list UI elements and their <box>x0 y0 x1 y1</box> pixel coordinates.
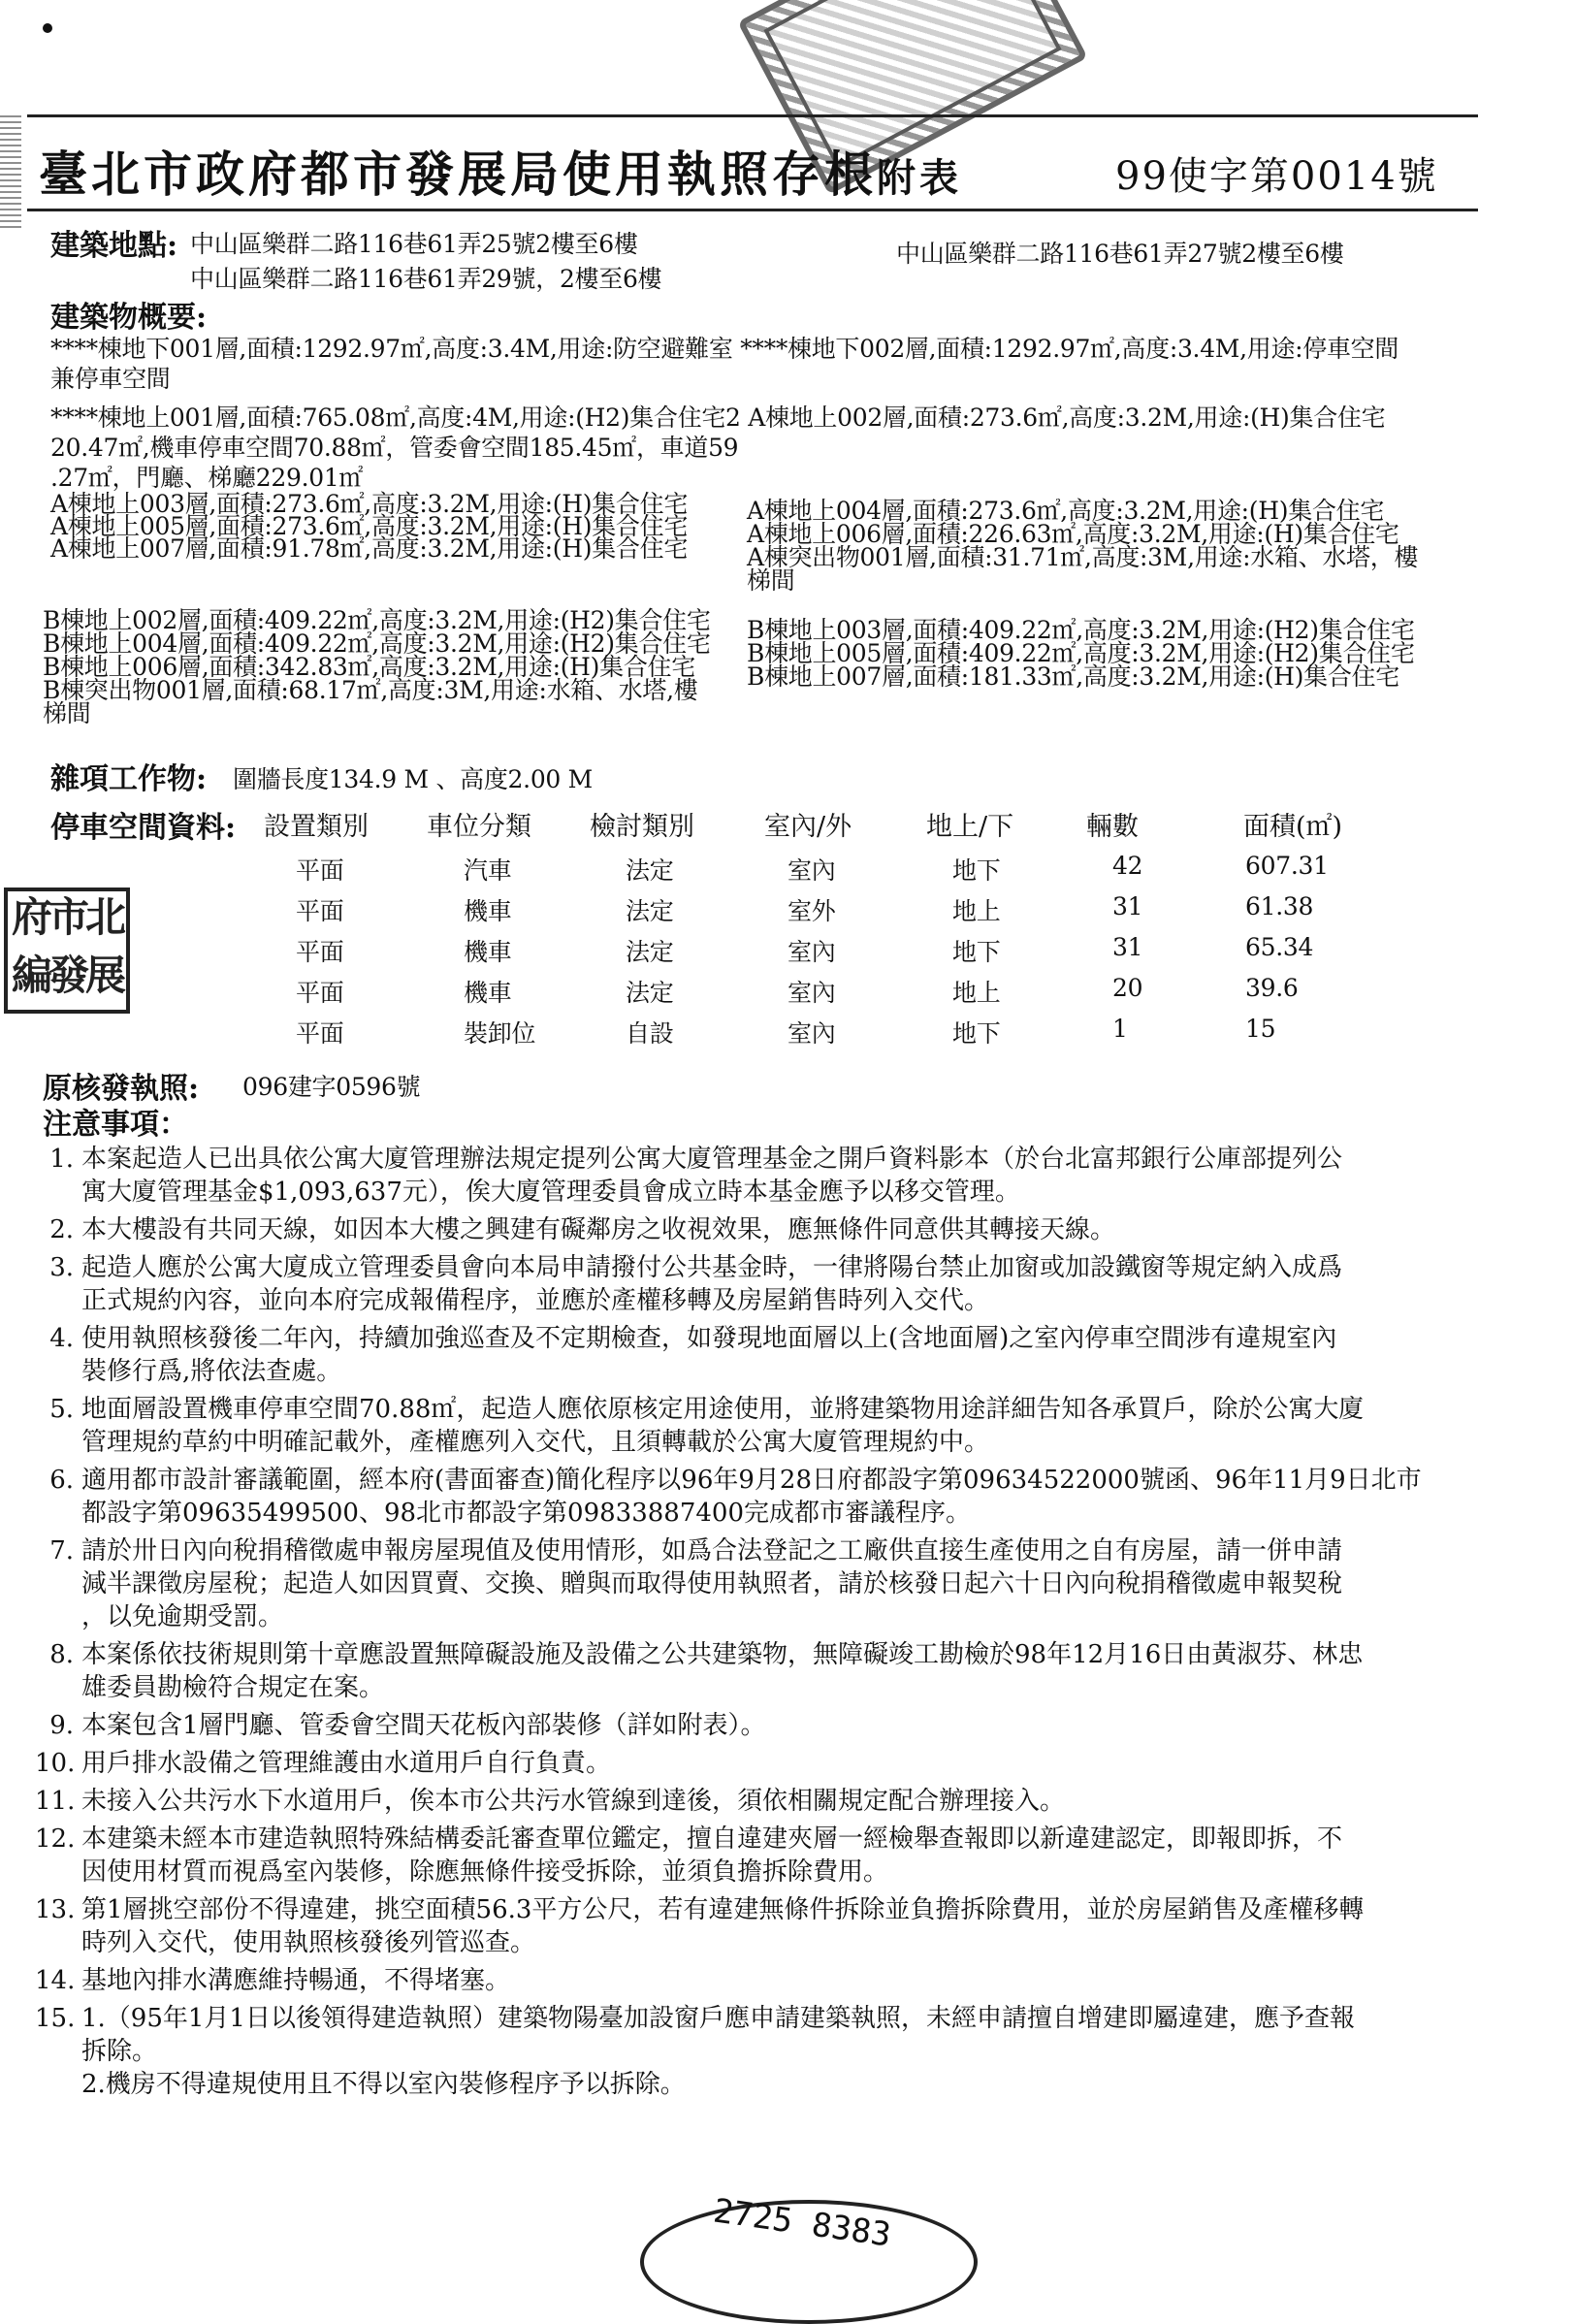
note-number: 8. <box>49 1640 74 1669</box>
note-item <box>35 1747 1480 1780</box>
a-building-left <box>50 490 689 563</box>
a-floor-line: A棟突出物001層,面積:31.71㎡,高度:3M,用途:水箱、水塔，樓 <box>747 543 1419 571</box>
note-line: 1.（95年1月1日以後領得建造執照）建築物陽臺加設窗戶應申請建築執照，未經申請擅自增建即屬違建，應予查報 <box>81 2004 1355 2033</box>
parking-cell: 法定 <box>626 938 674 966</box>
note-line: 裝修行爲,將依法查處。 <box>81 1357 342 1386</box>
parking-cell: 法定 <box>626 856 674 885</box>
site-address-2: 中山區樂群二路116巷61弄27號2樓至6樓 <box>896 240 1344 268</box>
original-permit-label: 原核發執照: <box>43 1072 200 1106</box>
note-line: 本案包含1層門廳、管委會空間天花板內部裝修（詳如附表）。 <box>81 1711 766 1740</box>
permit-number: 99使字第0014號 <box>1115 154 1438 199</box>
parking-cell: 地下 <box>952 938 1001 966</box>
parking-header: 車位分類 <box>427 812 531 842</box>
parking-cell: 61.38 <box>1245 892 1314 920</box>
parking-cell: 平面 <box>296 856 344 885</box>
note-number: 6. <box>49 1466 74 1495</box>
b-floor-line: B棟地上002層,面積:409.22㎡,高度:3.2M,用途:(H2)集合住宅 <box>43 606 711 634</box>
note-line: 請於卅日內向稅捐稽徵處申報房屋現值及使用情形，如爲合法登記之工廠供直接生產使用之自有房屋，請一併申請 <box>81 1536 1343 1565</box>
note-line: 2.機房不得違規使用且不得以室內裝修程序予以拆除。 <box>81 2070 686 2099</box>
site-address-1: 中山區樂群二路116巷61弄25號2樓至6樓 <box>190 230 638 258</box>
overview-lines <box>50 330 1476 492</box>
b-floor-line: B棟地上003層,面積:409.22㎡,高度:3.2M,用途:(H2)集合住宅 <box>747 616 1415 644</box>
title-rule <box>27 209 1478 211</box>
note-line: 都設字第09635499500、98北市都設字第09833887400完成都市審議程序。 <box>81 1499 972 1528</box>
parking-cell: 15 <box>1245 1015 1276 1043</box>
parking-cell: 31 <box>1112 892 1143 920</box>
note-number: 5. <box>49 1395 74 1424</box>
note-item <box>35 1213 1480 1246</box>
parking-cell: 機車 <box>464 897 512 925</box>
stamp-number: 2725 8383 <box>711 2191 894 2255</box>
parking-cell: 地上 <box>952 897 1001 925</box>
parking-cell: 室內 <box>788 938 836 966</box>
note-item <box>35 2002 1480 2101</box>
parking-cell: 法定 <box>626 897 674 925</box>
original-permit-value: 096建字0596號 <box>242 1073 421 1101</box>
note-line: 雄委員勘檢符合規定在案。 <box>81 1673 385 1702</box>
official-seal <box>4 888 130 1014</box>
parking-header: 面積(㎡) <box>1243 812 1343 842</box>
note-number: 3. <box>49 1253 74 1282</box>
note-line: 本大樓設有共同天線，如因本大樓之興建有礙鄰房之收視效果，應無條件同意供其轉接天線。 <box>81 1215 1116 1244</box>
note-line: 時列入交代，使用執照核發後列管巡查。 <box>81 1928 536 1957</box>
parking-cell: 室內 <box>788 1019 836 1048</box>
parking-header: 檢討類別 <box>590 812 694 842</box>
b-floor-line: 梯間 <box>43 699 91 727</box>
parking-cell: 室內 <box>788 979 836 1007</box>
parking-header: 地上/下 <box>926 812 1014 842</box>
overview-line: .27㎡，門廳、梯廳229.01㎡ <box>50 464 364 492</box>
parking-cell: 法定 <box>626 979 674 1007</box>
b-floor-line: B棟地上007層,面積:181.33㎡,高度:3.2M,用途:(H)集合住宅 <box>747 662 1399 691</box>
note-number: 4. <box>49 1324 74 1353</box>
title-overlay: 附表 <box>877 155 962 201</box>
misc-works-label: 雜項工作物: <box>50 762 208 796</box>
parking-cell: 1 <box>1112 1015 1128 1043</box>
note-item <box>35 1785 1480 1818</box>
note-number: 7. <box>49 1536 74 1565</box>
note-line: 未接入公共污水下水道用戶，俟本市公共污水管線到達後，須依相關規定配合辦理接入。 <box>81 1787 1066 1816</box>
parking-cell: 機車 <box>464 938 512 966</box>
note-line: 正式規約內容，並向本府完成報備程序，並應於產權移轉及房屋銷售時列入交代。 <box>81 1286 990 1315</box>
note-line: 寓大廈管理基金$1,093,637元），俟大廈管理委員會成立時本基金應予以移交管理。 <box>81 1178 1020 1207</box>
note-number: 2. <box>49 1215 74 1244</box>
note-number: 9. <box>49 1711 74 1740</box>
parking-cell: 20 <box>1112 974 1143 1002</box>
site-label: 建築地點: <box>50 229 178 263</box>
note-number: 11. <box>35 1787 76 1816</box>
note-line: ，以免逾期受罰。 <box>81 1602 284 1631</box>
note-line: 地面層設置機車停車空間70.88㎡，起造人應依原核定用途使用，並將建築物用途詳細告知各承買戶，除於公寓大廈 <box>81 1395 1365 1424</box>
b-floor-line: B棟地上004層,面積:409.22㎡,高度:3.2M,用途:(H2)集合住宅 <box>43 629 711 658</box>
note-line: 拆除。 <box>81 2037 158 2066</box>
seal-char: 編 <box>12 952 53 999</box>
parking-cell: 汽車 <box>464 856 512 885</box>
note-line: 用戶排水設備之管理維護由水道用戶自行負責。 <box>81 1749 612 1778</box>
parking-cell: 室外 <box>788 897 836 925</box>
notes-list <box>35 1143 1480 2106</box>
note-line: 本案起造人已出具依公寓大廈管理辦法規定提列公寓大廈管理基金之開戶資料影本（於台北富邦銀行公庫部提列公 <box>81 1145 1343 1174</box>
note-line: 因使用材質而視爲室內裝修，除應無條件接受拆除，並須負擔拆除費用。 <box>81 1857 889 1887</box>
a-floor-line: A棟地上003層,面積:273.6㎡,高度:3.2M,用途:(H)集合住宅 <box>50 490 689 518</box>
parking-cell: 平面 <box>296 897 344 925</box>
scan-edge-mark <box>0 112 21 228</box>
note-line: 基地內排水溝應維持暢通，不得堵塞。 <box>81 1966 511 1995</box>
seal-char: 展 <box>85 952 127 999</box>
note-line: 使用執照核發後二年內，持續加強巡查及不定期檢查，如發現地面層以上(含地面層)之室內停車空間涉有違規室內 <box>81 1324 1337 1353</box>
overview-line: 20.47㎡,機車停車空間70.88㎡，管委會空間185.45㎡，車道59 <box>50 434 739 462</box>
parking-cell: 39.6 <box>1245 974 1299 1002</box>
seal-char: 市 <box>48 893 90 941</box>
note-item <box>35 1393 1480 1459</box>
note-number: 13. <box>35 1895 76 1924</box>
site-address-3: 中山區樂群二路116巷61弄29號，2樓至6樓 <box>190 265 662 293</box>
misc-works-value: 圍牆長度134.9 M 、高度2.00 M <box>233 765 593 793</box>
ink-dot <box>43 23 52 33</box>
note-number: 15. <box>35 2004 76 2033</box>
a-floor-line: A棟地上007層,面積:91.78㎡,高度:3.2M,用途:(H)集合住宅 <box>50 534 689 563</box>
note-number: 1. <box>49 1145 74 1174</box>
note-item <box>35 1638 1480 1704</box>
note-line: 本建築未經本市建造執照特殊結構委託審查單位鑑定，擅自違建夾層一經檢舉查報即以新違建認定，即報即拆，不 <box>81 1824 1343 1854</box>
overview-line: 兼停車空間 <box>50 365 171 393</box>
b-building-left <box>43 606 711 727</box>
note-item <box>35 1964 1480 1997</box>
a-floor-line: 梯間 <box>747 566 795 595</box>
top-rule <box>27 114 1478 117</box>
b-building-right <box>747 616 1415 691</box>
note-item <box>35 1823 1480 1888</box>
note-item <box>35 1709 1480 1742</box>
document-title <box>39 136 962 206</box>
note-item <box>35 1143 1480 1209</box>
overview-line: ****棟地上001層,面積:765.08㎡,高度:4M,用途:(H2)集合住宅2 A棟地上002層,面積:273.6㎡,高度:3.2M,用途:(H)集合住宅 <box>50 403 1386 432</box>
overview-label: 建築物概要: <box>50 301 208 335</box>
note-line: 管理規約草約中明確記載外，產權應列入交代，且須轉載於公寓大廈管理規約中。 <box>81 1428 990 1457</box>
note-line: 第1層挑空部份不得違建，挑空面積56.3平方公尺，若有違建無條件拆除並負擔拆除費用，並於房屋銷售及產權移轉 <box>81 1895 1365 1924</box>
seal-char: 府 <box>12 893 53 941</box>
notes-label: 注意事項： <box>43 1108 188 1142</box>
parking-header: 室內/外 <box>764 812 852 842</box>
parking-cell: 平面 <box>296 938 344 966</box>
parking-cell: 地下 <box>952 1019 1001 1048</box>
parking-cell: 31 <box>1112 933 1143 961</box>
note-number: 10. <box>35 1749 76 1778</box>
note-line: 起造人應於公寓大廈成立管理委員會向本局申請撥付公共基金時，一律將陽台禁止加窗或加設鐵窗等規定納入成爲 <box>81 1253 1343 1282</box>
note-line: 減半課徵房屋稅；起造人如因買賣、交換、贈與而取得使用執照者，請於核發日起六十日內向稅捐稽徵處申報契稅 <box>81 1569 1343 1598</box>
a-building-right <box>747 497 1419 595</box>
parking-cell: 室內 <box>788 856 836 885</box>
parking-cell: 自設 <box>626 1019 674 1048</box>
note-item <box>35 1251 1480 1317</box>
note-number: 12. <box>35 1824 76 1854</box>
a-floor-line: A棟地上006層,面積:226.63㎡,高度:3.2M,用途:(H)集合住宅 <box>747 520 1399 548</box>
note-line: 本案係依技術規則第十章應設置無障礙設施及設備之公共建築物，無障礙竣工勘檢於98年12月16日由黃淑芬、林忠 <box>81 1640 1364 1669</box>
b-floor-line: B棟突出物001層,面積:68.17㎡,高度:3M,用途:水箱、水塔,樓 <box>43 676 698 704</box>
parking-cell: 65.34 <box>1245 933 1314 961</box>
note-number: 14. <box>35 1966 76 1995</box>
note-item <box>35 1893 1480 1959</box>
parking-cell: 地下 <box>952 856 1001 885</box>
parking-header: 設置類別 <box>264 812 369 842</box>
note-line: 適用都市設計審議範圍，經本府(書面審查)簡化程序以96年9月28日府都設字第09634522000號函、96年11月9日北市 <box>81 1466 1422 1495</box>
a-floor-line: A棟地上005層,面積:273.6㎡,高度:3.2M,用途:(H)集合住宅 <box>50 512 689 540</box>
overview-line: ****棟地下001層,面積:1292.97㎡,高度:3.4M,用途:防空避難室 ****棟地下002層,面積:1292.97㎡,高度:3.4M,用途:停車空間 <box>50 335 1399 363</box>
note-item <box>35 1464 1480 1530</box>
parking-label: 停車空間資料: <box>50 811 237 845</box>
parking-cell: 42 <box>1112 852 1143 880</box>
parking-cell: 平面 <box>296 979 344 1007</box>
parking-cell: 機車 <box>464 979 512 1007</box>
parking-cell: 平面 <box>296 1019 344 1048</box>
parking-cell: 地上 <box>952 979 1001 1007</box>
seal-char: 北 <box>85 893 127 941</box>
seal-char: 發 <box>48 952 90 999</box>
parking-cell: 607.31 <box>1245 852 1329 880</box>
note-item <box>35 1322 1480 1388</box>
a-floor-line: A棟地上004層,面積:273.6㎡,高度:3.2M,用途:(H)集合住宅 <box>747 497 1385 525</box>
note-item <box>35 1534 1480 1633</box>
parking-header: 輛數 <box>1086 812 1139 842</box>
b-floor-line: B棟地上006層,面積:342.83㎡,高度:3.2M,用途:(H)集合住宅 <box>43 653 695 681</box>
b-floor-line: B棟地上005層,面積:409.22㎡,高度:3.2M,用途:(H2)集合住宅 <box>747 639 1415 667</box>
title-text: 臺北市政府都市發展局使用執照存根 <box>39 145 877 203</box>
parking-cell: 裝卸位 <box>464 1019 536 1048</box>
